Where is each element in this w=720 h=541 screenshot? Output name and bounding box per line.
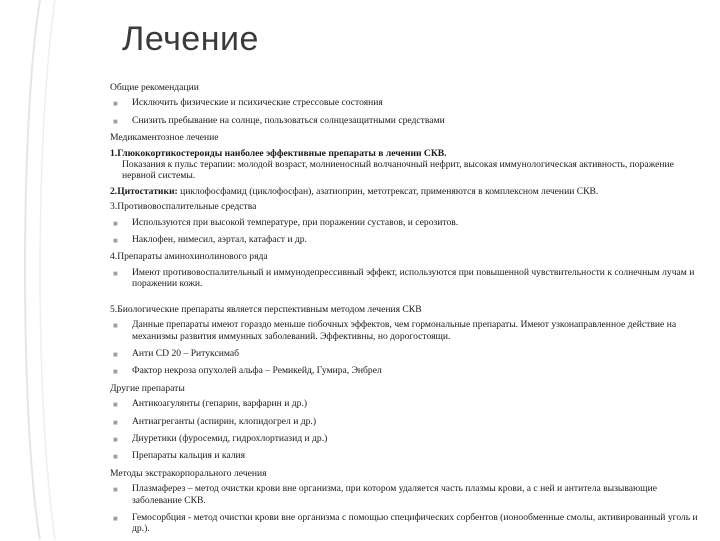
bullet-icon: ■ [113,321,118,331]
section-4-title: 4.Препараты аминохинолинового ряда [110,251,268,263]
list-item: ■ Данные препараты имеют гораздо меньше побочных эффектов, чем гормональные препараты. Имеют узконаправленное действие на механизмы развития иммунных заболеваний. Эффективны, но дорогостоящи. [113,319,677,342]
extra-heading: Методы экстракорпорального лечения [110,467,267,479]
bullet-icon: ■ [113,268,118,278]
section-2: 2.Цитостатики: циклофосфамид (циклофосфан), азатиоприн, метотрексат, применяются в комплексном лечении СКВ. [110,185,599,197]
bullet-icon: ■ [113,400,118,410]
list-item: ■ Исключить физические и психические стрессовые состояния [113,97,383,109]
list-item: ■ Фактор некроза опухолей альфа – Ремикейд, Гумира, Энбрел [113,365,382,377]
list-item: ■ Имеют противовоспалительный и иммунодепрессивный эффект, используются при повышенной чувствительности к солнечным лучам и поражении кожи. [113,266,695,290]
list-item: ■ Снизить пребывание на солнце, пользоваться солнцезащитными средствами [113,114,445,126]
list-item: ■ Антиагреганты (аспирин, клопидогрел и др.) [113,415,317,427]
list-item: ■ Используются при высокой температуре, при поражении суставов, и серозитов. [113,216,459,228]
section-1-title: 1.Глюкокортикостероиды наиболее эффективные препараты в лечении СКВ. [110,147,447,159]
bullet-icon: ■ [113,452,118,462]
bullet-icon: ■ [113,218,118,228]
general-heading: Общие рекомендации [110,82,199,93]
slide-content [110,82,702,541]
bullet-icon: ■ [113,99,118,109]
bullet-icon: ■ [113,116,118,126]
list-item: ■ Плазмаферез – метод очистки крови вне организма, при котором удаляется часть плазмы крови, а с ней и антитела вызывающие заболевание СКВ. [113,483,657,506]
bullet-icon: ■ [113,367,118,377]
list-item: ■ Гемосорбция - метод очистки крови вне организма с помощью специфических сорбентов (ионообменные смолы, активированный уголь и др.). [113,511,698,535]
list-item: ■ Препараты кальция и калия [113,450,246,462]
drug-heading: Медикаментозное лечение [110,132,219,144]
list-item: ■ Анти CD 20 – Ритуксимаб [113,347,239,359]
section-1-subtext: Показания к пульс терапии: молодой возраст, молниеносный волчаночный нефрит, высокая иммунологическая активность, поражение нервной системы. [122,159,674,182]
other-heading: Другие препараты [110,382,185,394]
bullet-icon: ■ [113,513,118,523]
bullet-icon: ■ [113,236,118,246]
bullet-icon: ■ [113,485,118,495]
page-title: Лечение [122,20,259,58]
list-item: ■ Наклофен, нимесил, аэртал, катафаст и др. [113,234,307,246]
list-item: ■ Диуретики (фуросемид, гидрохлортиазид и др.) [113,432,328,444]
spacer [110,296,702,304]
section-3-title: 3.Противовоспалительные средства [110,201,257,213]
section-5-title: 5.Биологические препараты является перспективным методом лечения СКВ [110,303,422,315]
bullet-icon: ■ [113,417,118,427]
bullet-icon: ■ [113,434,118,444]
bullet-icon: ■ [113,349,118,359]
list-item: ■ Антикоагулянты (гепарин, варфарин и др.) [113,398,308,410]
